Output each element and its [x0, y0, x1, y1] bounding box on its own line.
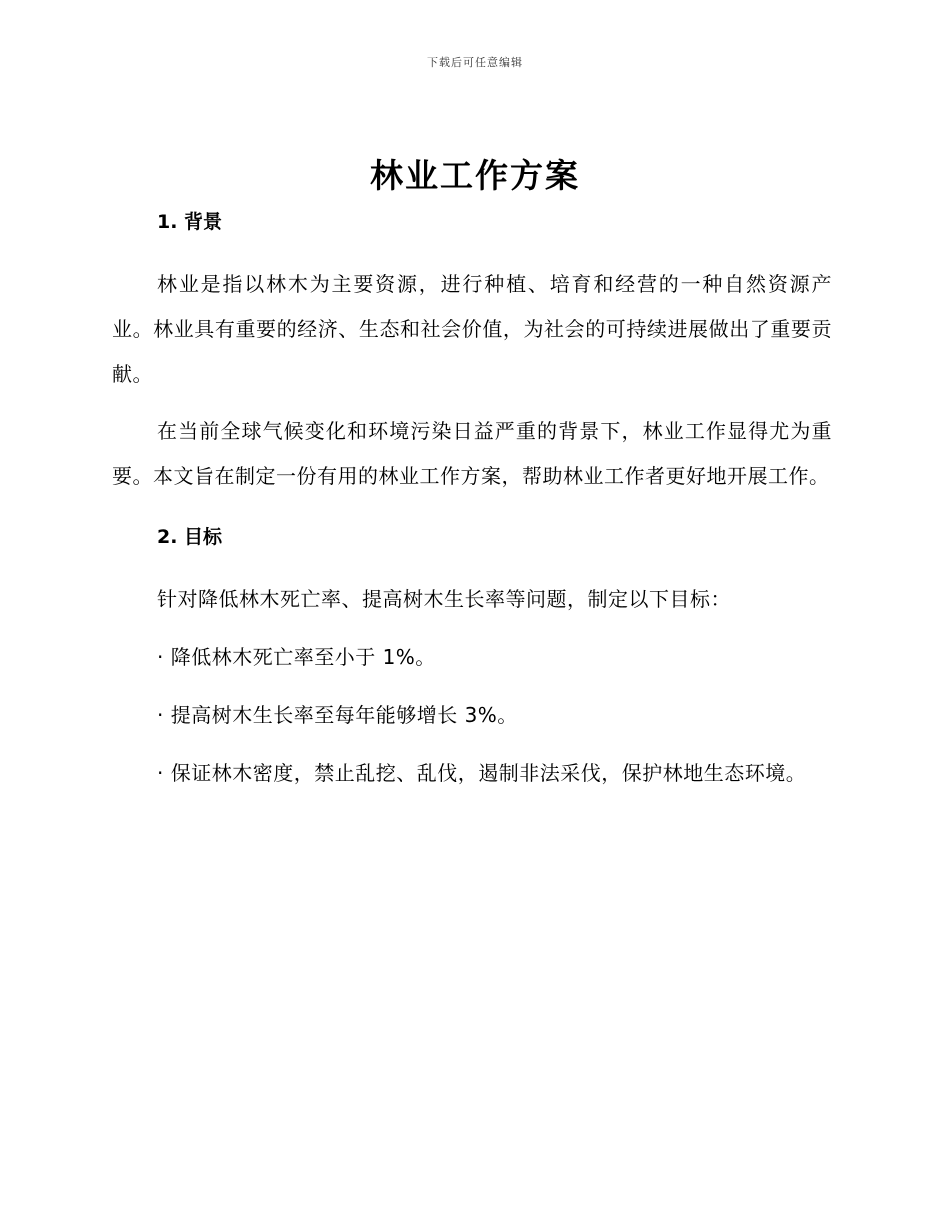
- paragraph: 在当前全球气候变化和环境污染日益严重的背景下，林业工作显得尤为重要。本文旨在制定一份有用的林业工作方案，帮助林业工作者更好地开展工作。: [112, 419, 832, 488]
- document-body: [112, 206, 832, 796]
- paragraph-goals-intro: 针对降低林木死亡率、提高树木生长率等问题，制定以下目标：: [157, 587, 731, 611]
- section-heading-background: 1. 背景: [157, 211, 223, 233]
- paragraph: 林业是指以林木为主要资源，进行种植、培育和经营的一种自然资源产业。林业具有重要的经济、生态和社会价值，为社会的可持续进展做出了重要贡献。: [112, 272, 832, 386]
- document-title: 林业工作方案: [370, 156, 580, 195]
- goal-list-item: · 降低林木死亡率至小于 1%。: [157, 645, 436, 669]
- section-heading-goals: 2. 目标: [157, 526, 223, 548]
- goal-list-item: · 提高树木生长率至每年能够增长 3%。: [157, 703, 518, 727]
- goal-list-item: · 保证林木密度，禁止乱挖、乱伐，遏制非法采伐，保护林地生态环境。: [157, 761, 807, 785]
- header-note: 下载后可任意编辑: [427, 56, 523, 69]
